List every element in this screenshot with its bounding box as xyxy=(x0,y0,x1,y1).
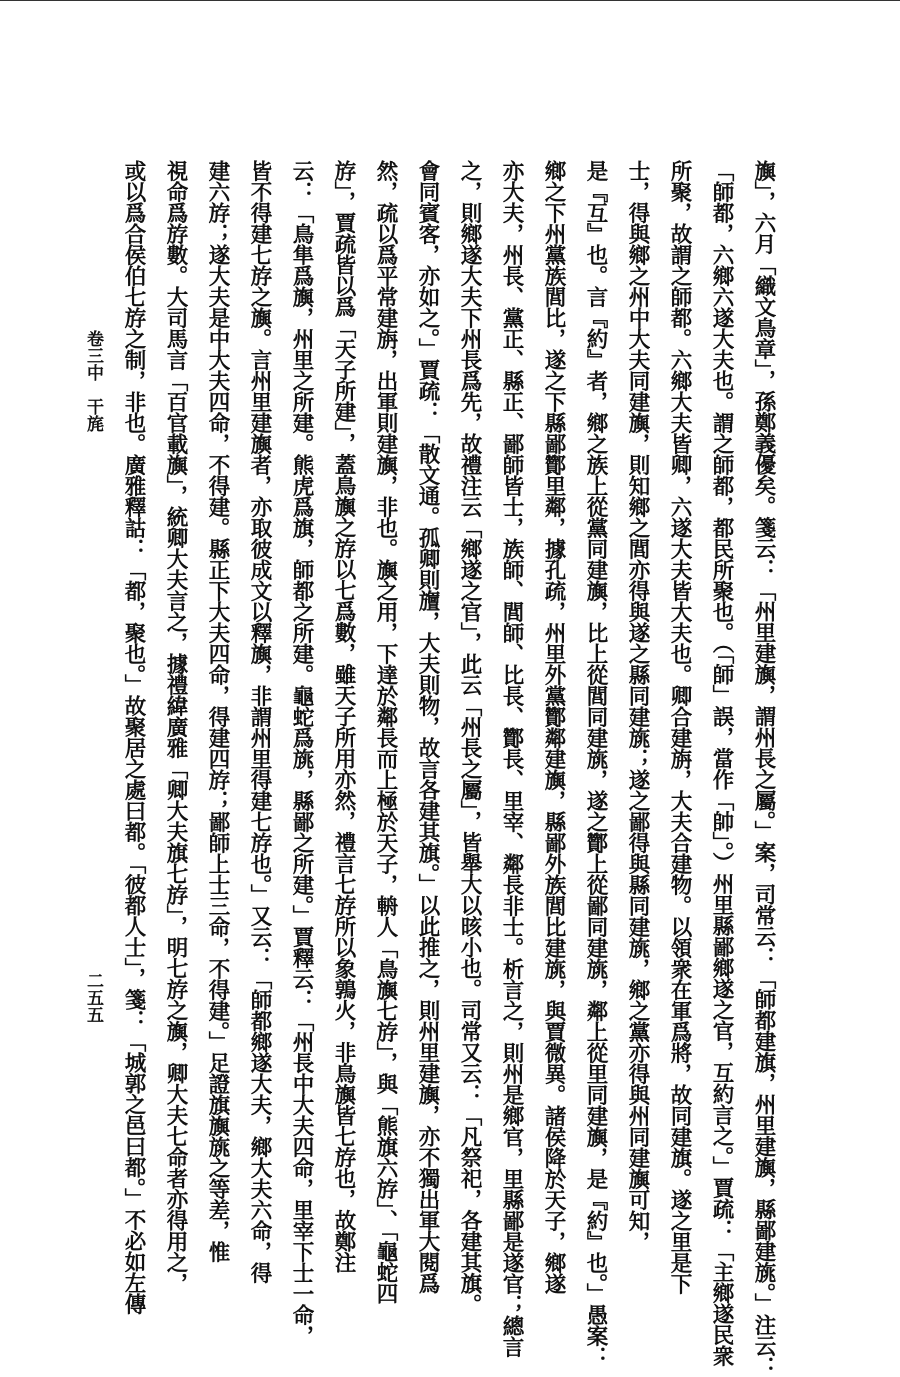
page-top-rule xyxy=(0,0,900,1)
running-title: 卷三中 干旄 xyxy=(83,330,103,432)
text-column-13: 皆不得建七斿之旟。言州里建旟者，亦取彼成文以釋旟，非謂州里得建七斿也。」又云：「師都鄉遂大夫，鄉大夫六命，得 xyxy=(247,160,272,1284)
text-column-8: 之，則鄉遂大夫下州長爲先，故禮注云「鄉遂之官」，此云「州長之屬」，皆舉大以晐小也。司常又云：「凡祭祀，各建其旗。 xyxy=(457,160,482,1315)
text-column-10: 然，疏以爲平常建旃，出軍則建旟，非也。旟之用，下達於鄰長而上極於天子，輈人「鳥旟七斿」，與「熊旗六斿」、「龜蛇四 xyxy=(373,160,398,1304)
text-column-7: 亦大夫，州長、黨正、縣正、鄙師皆士，族師、閭師、比長、酇長、里宰、鄰長非士。析言之，則州是鄉官，里縣鄙是遂官；總言 xyxy=(499,160,524,1357)
text-column-9: 會同賓客，亦如之。」賈疏：「散文通。孤卿則旜，大夫則物，故言各建其旗。」以此推之，則州里建旟，亦不獨出軍大閱爲 xyxy=(415,160,440,1294)
text-column-2: 「師都，六鄉六遂大夫也。謂之師都，都民所聚也。（「師」誤，當作「帥」。）州里縣鄙鄉遂之官，互約言之。」賈疏：「主鄉遂民衆 xyxy=(709,160,734,1367)
text-column-4: 士，得與鄉之州中大夫同建旟，則知鄉之閭亦得與遂之縣同建旐；遂之鄙得與縣同建旐，鄉之黨亦得與州同建旟可知， xyxy=(625,160,650,1252)
body-text xyxy=(118,160,782,1377)
text-column-5: 是『互』也。言『約』者，鄉之族上從黨同建旟，比上從閭同建旐，遂之酇上從鄙同建旐，鄰上從里同建旟，是『約』也。」愚案： xyxy=(583,160,608,1368)
text-column-12: 云：「鳥隼爲旟，州里之所建。熊虎爲旗，師都之所建。龜蛇爲旐，縣鄙之所建。」賈釋云：「州長中大夫四命，里宰下士一命， xyxy=(289,160,314,1347)
text-column-11: 斿」，賈疏皆以爲「天子所建」，蓋鳥旟之斿以七爲數，雖天子所用亦然，禮言七斿所以象鶉火，非鳥旟皆七斿也，故鄭注 xyxy=(331,160,356,1273)
text-column-16: 或以爲合侯伯七斿之制，非也。廣雅釋詁：「都，聚也。」故聚居之處曰都。「彼都人士」，箋：「城郭之邑曰都。」不必如左傳 xyxy=(121,160,146,1314)
page-number: 二五五 xyxy=(83,972,103,1023)
text-column-3: 所聚，故謂之師都。六鄉大夫皆卿，六遂大夫皆大夫也。卿合建旃，大夫合建物。以領衆在軍爲將，故同建旗。遂之里是下 xyxy=(667,160,692,1294)
text-column-15: 視命爲斿數。大司馬言「百官載旟」，統卿大夫言之，據禮緯廣雅「卿大夫旗七斿」，明七斿之旟，卿大夫七命者亦得用之， xyxy=(163,160,188,1294)
text-column-1: 旟」，六月「織文鳥章」，孫鄭義優矣。箋云：「州里建旟，謂州長之屬。」案，司常云：「師都建旗，州里建旟，縣鄙建旐。」注云： xyxy=(751,160,776,1377)
text-column-14: 建六斿；遂大夫是中大夫四命，不得建。縣正下大夫四命，得建四斿；鄙師上士三命，不得建。」足證旗旟旐之等差，惟 xyxy=(205,160,230,1263)
text-column-6: 鄉之下州黨族閭比，遂之下縣鄙酇里鄰，據孔疏，州里外黨酇鄰建旟，縣鄙外族閭比建旐，與賈微異。諸侯降於天子，鄉遂 xyxy=(541,160,566,1294)
